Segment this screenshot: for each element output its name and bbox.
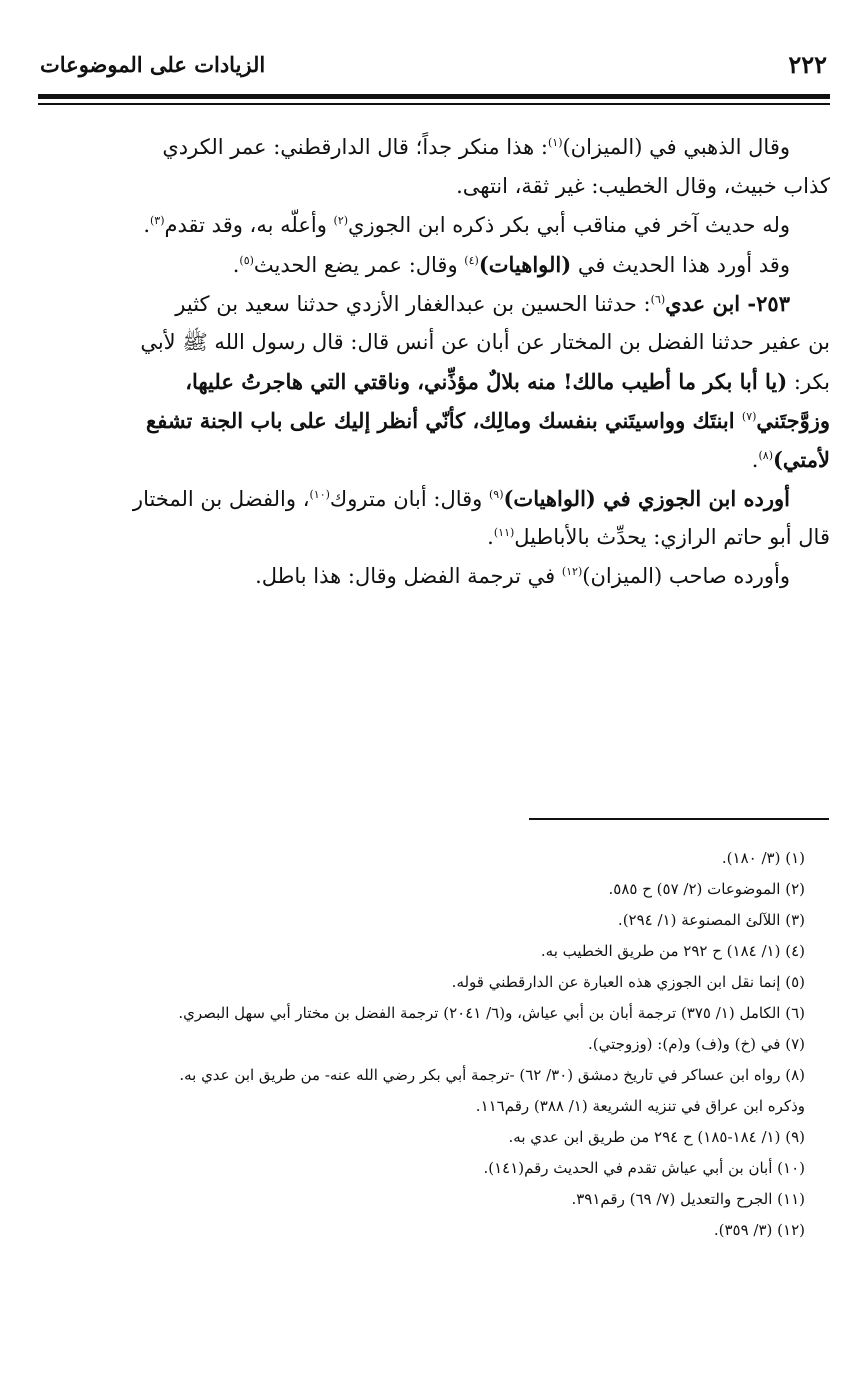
footnote: (٤) (١/ ١٨٤) ح ٢٩٢ من طريق الخطيب به.: [540, 942, 805, 960]
text-line: بكر: (يا أبا بكر ما أطيب مالك! منه بلالٌ مؤذِّني، وناقتي التي هاجرتُ عليها،: [185, 369, 830, 394]
footnote-ref: (١): [547, 136, 563, 149]
footnote-continuation: وذكره ابن عراق في تنزيه الشريعة (١/ ٣٨٨) رقم١١٦.: [475, 1097, 805, 1115]
text-line: وأورده صاحب (الميزان)$^{(١٢)}$ في ترجمة الفضل وقال: هذا باطل.: [255, 564, 790, 588]
footnote: (٥) إنما نقل ابن الجوزي هذه العبارة عن الدارقطني قوله.: [451, 973, 805, 991]
running-title: الزيادات على الموضوعات: [40, 52, 266, 77]
footnote: (٧) في (خ) و(ف) و(م): (وزوجتي).: [588, 1035, 805, 1053]
hadith-text: وزوَّجتَني: [756, 408, 830, 433]
hadith-text: لأمتي): [772, 447, 830, 472]
page-header: [40, 50, 827, 90]
text-line: قال أبو حاتم الرازي: يحدِّث بالأباطيل$^{(١١)}$.: [487, 525, 830, 549]
text-line: بن عفير حدثنا الفضل بن المختار عن أبان عن أنس قال: قال رسول الله ﷺ لأبي: [140, 330, 830, 354]
footnote: (١١) الجرح والتعديل (٧/ ٦٩) رقم٣٩١.: [571, 1190, 805, 1208]
hadith-text: ابنتَك وواسيتَني بنفسك ومالِك، كأنّي أنظر إليك على باب الجنة تشفع: [146, 408, 742, 433]
footnote: (١٢) (٣/ ٣٥٩).: [713, 1221, 805, 1239]
footnote-ref: (١٠): [309, 488, 330, 501]
footnote-ref: (٩): [488, 488, 504, 501]
footnote: (١٠) أبان بن أبي عياش تقدم في الحديث رقم(١٤١).: [483, 1159, 805, 1177]
footnote: (٦) الكامل (١/ ٣٧٥) ترجمة أبان بن أبي عياش، و(٦/ ٢٠٤١) ترجمة الفضل بن مختار أبي سهل البصري.: [178, 1004, 805, 1022]
footnote-ref: (٥): [239, 254, 254, 267]
main-text: [38, 128, 830, 596]
footnote-separator: [529, 818, 829, 820]
footnote-ref: (١١): [493, 526, 515, 539]
footnote-ref: (٧): [741, 410, 757, 423]
footnote: (٨) رواه ابن عساكر في تاريخ دمشق (٣٠/ ٦٢) -ترجمة أبي بكر رضي الله عنه- من طريق ابن عدي به.: [179, 1066, 805, 1084]
footnote-ref: (٤): [464, 254, 479, 267]
book-title: (الواهيات): [478, 252, 572, 277]
header-rule-thin: [38, 103, 830, 105]
text-line: [38, 401, 830, 440]
footnote: (١) (٣/ ١٨٠).: [721, 849, 805, 867]
page-number: ٢٢٢: [788, 50, 827, 79]
footnote: (٩) (١/ ١٨٤-١٨٥) ح ٢٩٤ من طريق ابن عدي به.: [508, 1128, 805, 1146]
footnote-ref: (٨): [758, 449, 773, 462]
text-line: وقال الذهبي في (الميزان)$^{(١)}$: هذا منكر جداً؛ قال الدارقطني: عمر الكردي: [162, 135, 790, 159]
footnote: (٣) اللآلئ المصنوعة (١/ ٢٩٤).: [617, 911, 805, 929]
text-line: وله حديث آخر في مناقب أبي بكر ذكره ابن الجوزي$^{(٢)}$ وأعلّه به، وقد تقدم$^{(٣)}$.: [143, 213, 790, 237]
footnote-ref: (٢): [333, 214, 349, 227]
footnote-ref: (٦): [650, 293, 666, 306]
text-line: أورده ابن الجوزي في (الواهيات)$^{(٩)}$ وقال: أبان متروك$^{(١٠)}$، والفضل بن المختار: [132, 486, 790, 511]
footnote-ref: (٣): [150, 214, 165, 227]
header-rule-thick: [38, 94, 830, 99]
text-line: لأمتي)$^{(٨)}$.: [751, 447, 830, 472]
hadith-number: ٢٥٣- ابن عدي: [665, 291, 790, 316]
hadith-text: (يا أبا بكر ما أطيب مالك! منه بلالٌ مؤذِّني، وناقتي التي هاجرتُ عليها،: [185, 369, 788, 394]
text-line: كذاب خبيث، وقال الخطيب: غير ثقة، انتهى.: [456, 174, 830, 198]
hadith-heading-line: ٢٥٣- ابن عدي$^{(٦)}$: حدثنا الحسين بن عبدالغفار الأزدي حدثنا سعيد بن كثير: [175, 291, 790, 316]
footnotes: [38, 843, 830, 1246]
footnote: (٢) الموضوعات (٢/ ٥٧) ح ٥٨٥.: [608, 880, 805, 898]
text-line: وقد أورد هذا الحديث في (الواهيات)$^{(٤)}$ وقال: عمر يضع الحديث$^{(٥)}$.: [232, 252, 790, 277]
footnote-ref: (١٢): [561, 565, 583, 578]
